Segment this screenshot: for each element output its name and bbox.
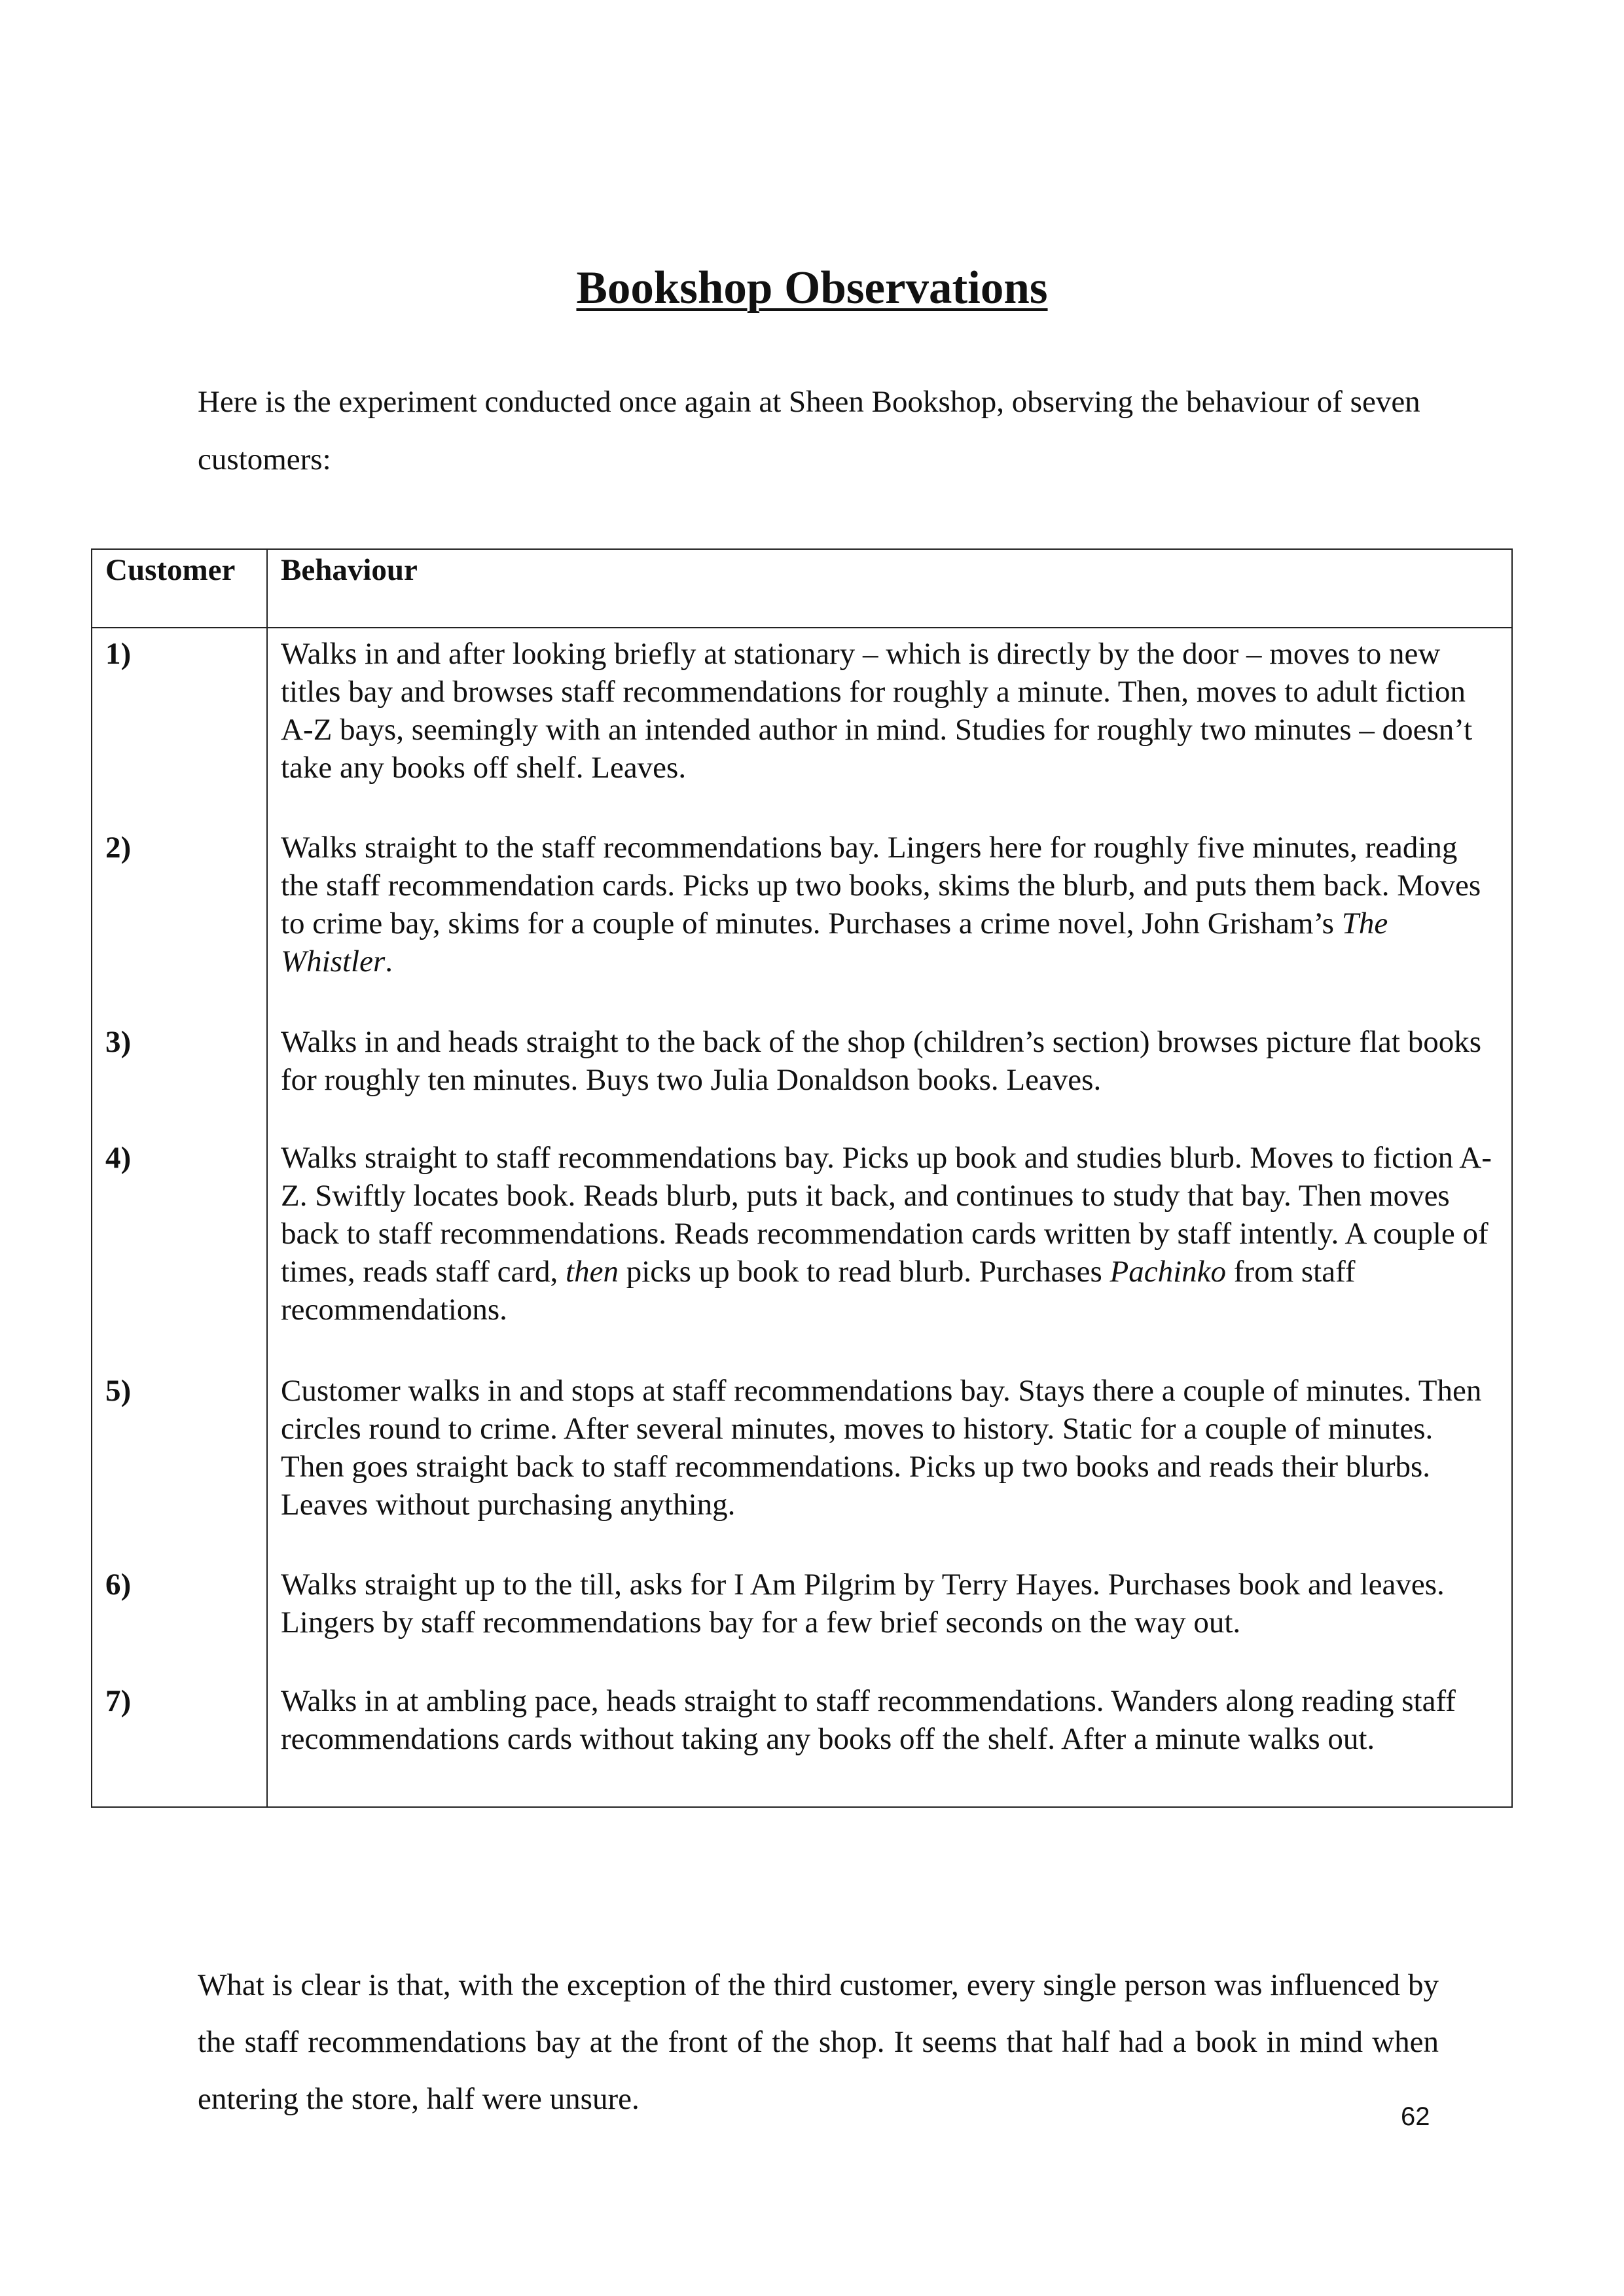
table-row [92,628,1512,829]
book-title: The Whistler [281,906,1388,979]
book-title: Pachinko [1110,1255,1227,1289]
table-row [92,1566,1512,1682]
behaviour-cell: Walks straight up to the till, asks for I Am Pilgrim by Terry Hayes. Purchases book and leaves. Lingers by staff recommendations bay for a few brief seconds on the way out. [267,1566,1512,1682]
customer-number: 7) [92,1682,267,1807]
behaviour-text: from staff recommendations. [281,1255,1356,1327]
behaviour-text: Walks straight to the staff recommendations bay. Lingers here for roughly five minutes, reading the staff recommendation cards. Picks up two books, skims the blurb, and puts them back. Moves to crime bay, skims for a couple of minutes. Purchases a crime novel, John Grisham’s [281,831,1481,941]
behaviour-cell: Walks in and after looking briefly at stationary – which is directly by the door – moves to new titles bay and browses staff recommendations for roughly a minute. Then, moves to adult fiction A-Z bays, seemingly with an intended author in mind. Studies for roughly two minutes – doesn’t take any books off shelf. Leaves. [267,628,1512,829]
behaviour-text: Walks straight to staff recommendations bay. Picks up book and studies blurb. Moves to fiction A-Z. Swiftly locates book. Reads blurb, puts it back, and continues to study that bay. Then moves back to staff recommendations. Reads recommendation cards written by staff intently. A couple of times, reads staff card, [281,1141,1492,1289]
customer-number: 3) [92,1023,267,1139]
customer-number: 1) [92,628,267,829]
header-behaviour: Behaviour [267,549,1512,628]
behaviour-cell: Walks in at ambling pace, heads straight to staff recommendations. Wanders along reading staff recommendations cards without taking any books off the shelf. After a minute walks out. [267,1682,1512,1807]
table-row [92,1023,1512,1139]
behaviour-cell [267,1139,1512,1371]
conclusion-paragraph: What is clear is that, with the exception of the third customer, every single person was influenced by the staff recommendations bay at the front of the shop. It seems that half had a book in mind when entering the store, half were unsure. [198,1968,1439,2116]
table-header-row [92,549,1512,628]
table-row [92,1372,1512,1566]
page-title: Bookshop Observations [576,262,1048,314]
customer-number: 6) [92,1566,267,1682]
table-row [92,1139,1512,1371]
intro-paragraph: Here is the experiment conducted once again at Sheen Bookshop, observing the behaviour of seven customers: [198,385,1420,476]
behaviour-text: picks up book to read blurb. Purchases [618,1255,1110,1289]
table-row [92,829,1512,1022]
observations-table [91,548,1513,1808]
behaviour-cell [267,829,1512,1022]
header-customer: Customer [92,549,267,628]
behaviour-text: . [385,944,393,979]
customer-number: 5) [92,1372,267,1566]
emphasis-text: then [566,1255,619,1289]
behaviour-cell: Walks in and heads straight to the back of the shop (children’s section) browses picture flat books for roughly ten minutes. Buys two Julia Donaldson books. Leaves. [267,1023,1512,1139]
behaviour-cell: Customer walks in and stops at staff recommendations bay. Stays there a couple of minutes. Then circles round to crime. After several minutes, moves to history. Static for a couple of minutes. Then goes straight back to staff recommendations. Picks up two books and reads their blurbs. Leaves without purchasing anything. [267,1372,1512,1566]
page-number: 62 [1401,2102,1430,2131]
table-row [92,1682,1512,1807]
customer-number: 4) [92,1139,267,1371]
customer-number: 2) [92,829,267,1022]
